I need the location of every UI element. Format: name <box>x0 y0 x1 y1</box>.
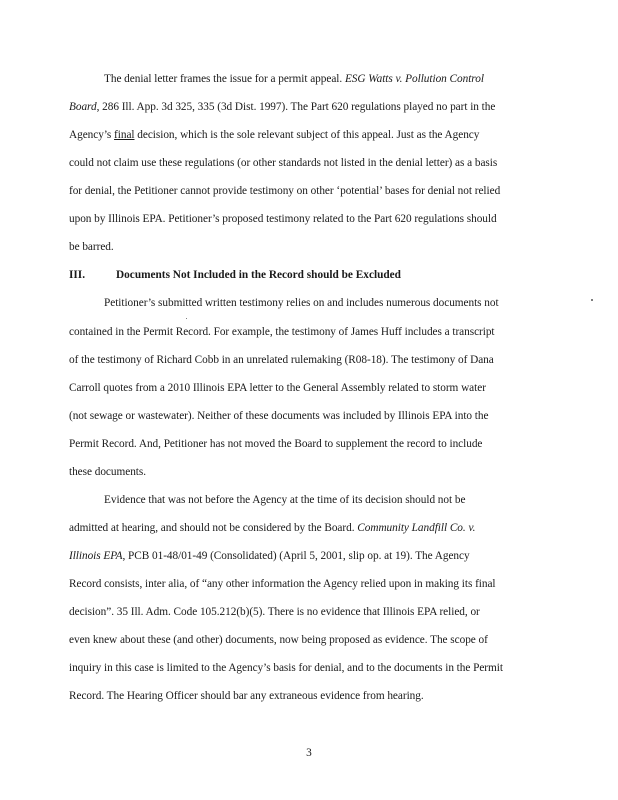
paragraph-line: Petitioner’s submitted written testimony relies on and includes numerous documents not <box>104 297 499 309</box>
paragraph-line <box>69 521 475 535</box>
paragraph-line: be barred. <box>69 241 114 253</box>
section-number: III. <box>69 269 86 281</box>
text-span: The denial letter frames the issue for a permit appeal. <box>104 73 345 85</box>
paragraph-line: inquiry in this case is limited to the Agency’s basis for denial, and to the documents in the Permit <box>69 662 503 674</box>
case-citation: Community Landfill Co. v. <box>357 522 476 534</box>
section-title: Documents Not Included in the Record should be Excluded <box>116 269 401 281</box>
paragraph-line: of the testimony of Richard Cobb in an unrelated rulemaking (R08-18). The testimony of Dana <box>69 354 494 366</box>
paragraph-line: decision”. 35 Ill. Adm. Code 105.212(b)(5). There is no evidence that Illinois EPA relied, or <box>69 606 480 618</box>
paragraph-line: upon by Illinois EPA. Petitioner’s proposed testimony related to the Part 620 regulations should <box>69 213 497 225</box>
scan-speck <box>186 318 187 319</box>
text-span: admitted at hearing, and should not be considered by the Board. <box>69 522 358 534</box>
text-span: decision, which is the sole relevant subject of this appeal. Just as the Agency <box>134 129 480 141</box>
paragraph-line <box>69 100 495 114</box>
paragraph-line <box>69 128 479 142</box>
paragraph-line: Evidence that was not before the Agency at the time of its decision should not be <box>104 494 466 506</box>
text-span: Agency’s <box>69 129 115 141</box>
section-heading <box>69 268 401 282</box>
paragraph-line: Record. The Hearing Officer should bar any extraneous evidence from hearing. <box>69 690 424 702</box>
page-number: 3 <box>306 747 312 759</box>
paragraph-line: Record consists, inter alia, of “any other information the Agency relied upon in making its final <box>69 578 496 590</box>
case-citation: Illinois EPA <box>69 550 123 562</box>
paragraph-line <box>69 549 470 563</box>
paragraph-line: Permit Record. And, Petitioner has not moved the Board to supplement the record to include <box>69 438 483 450</box>
paragraph-line: (not sewage or wastewater). Neither of these documents was included by Illinois EPA into the <box>69 410 489 422</box>
case-citation: Board <box>69 101 97 113</box>
paragraph-line: Carroll quotes from a 2010 Illinois EPA letter to the General Assembly related to storm water <box>69 382 486 394</box>
case-citation: ESG Watts v. Pollution Control <box>344 73 484 85</box>
underlined-word: final <box>114 129 135 141</box>
scan-speck <box>591 299 593 301</box>
paragraph-line <box>104 72 484 86</box>
paragraph-line: even knew about these (and other) documents, now being proposed as evidence. The scope of <box>69 634 488 646</box>
paragraph-line: for denial, the Petitioner cannot provide testimony on other ‘potential’ bases for denial not relied <box>69 185 501 197</box>
paragraph-line: could not claim use these regulations (or other standards not listed in the denial letter) as a basis <box>69 157 498 169</box>
text-span: , PCB 01-48/01-49 (Consolidated) (April 5, 2001, slip op. at 19). The Agency <box>122 550 470 562</box>
text-span: , 286 Ill. App. 3d 325, 335 (3d Dist. 1997). The Part 620 regulations played no part in the <box>96 101 496 113</box>
paragraph-line: these documents. <box>69 466 147 478</box>
paragraph-line: contained in the Permit Record. For example, the testimony of James Huff includes a transcript <box>69 326 495 338</box>
